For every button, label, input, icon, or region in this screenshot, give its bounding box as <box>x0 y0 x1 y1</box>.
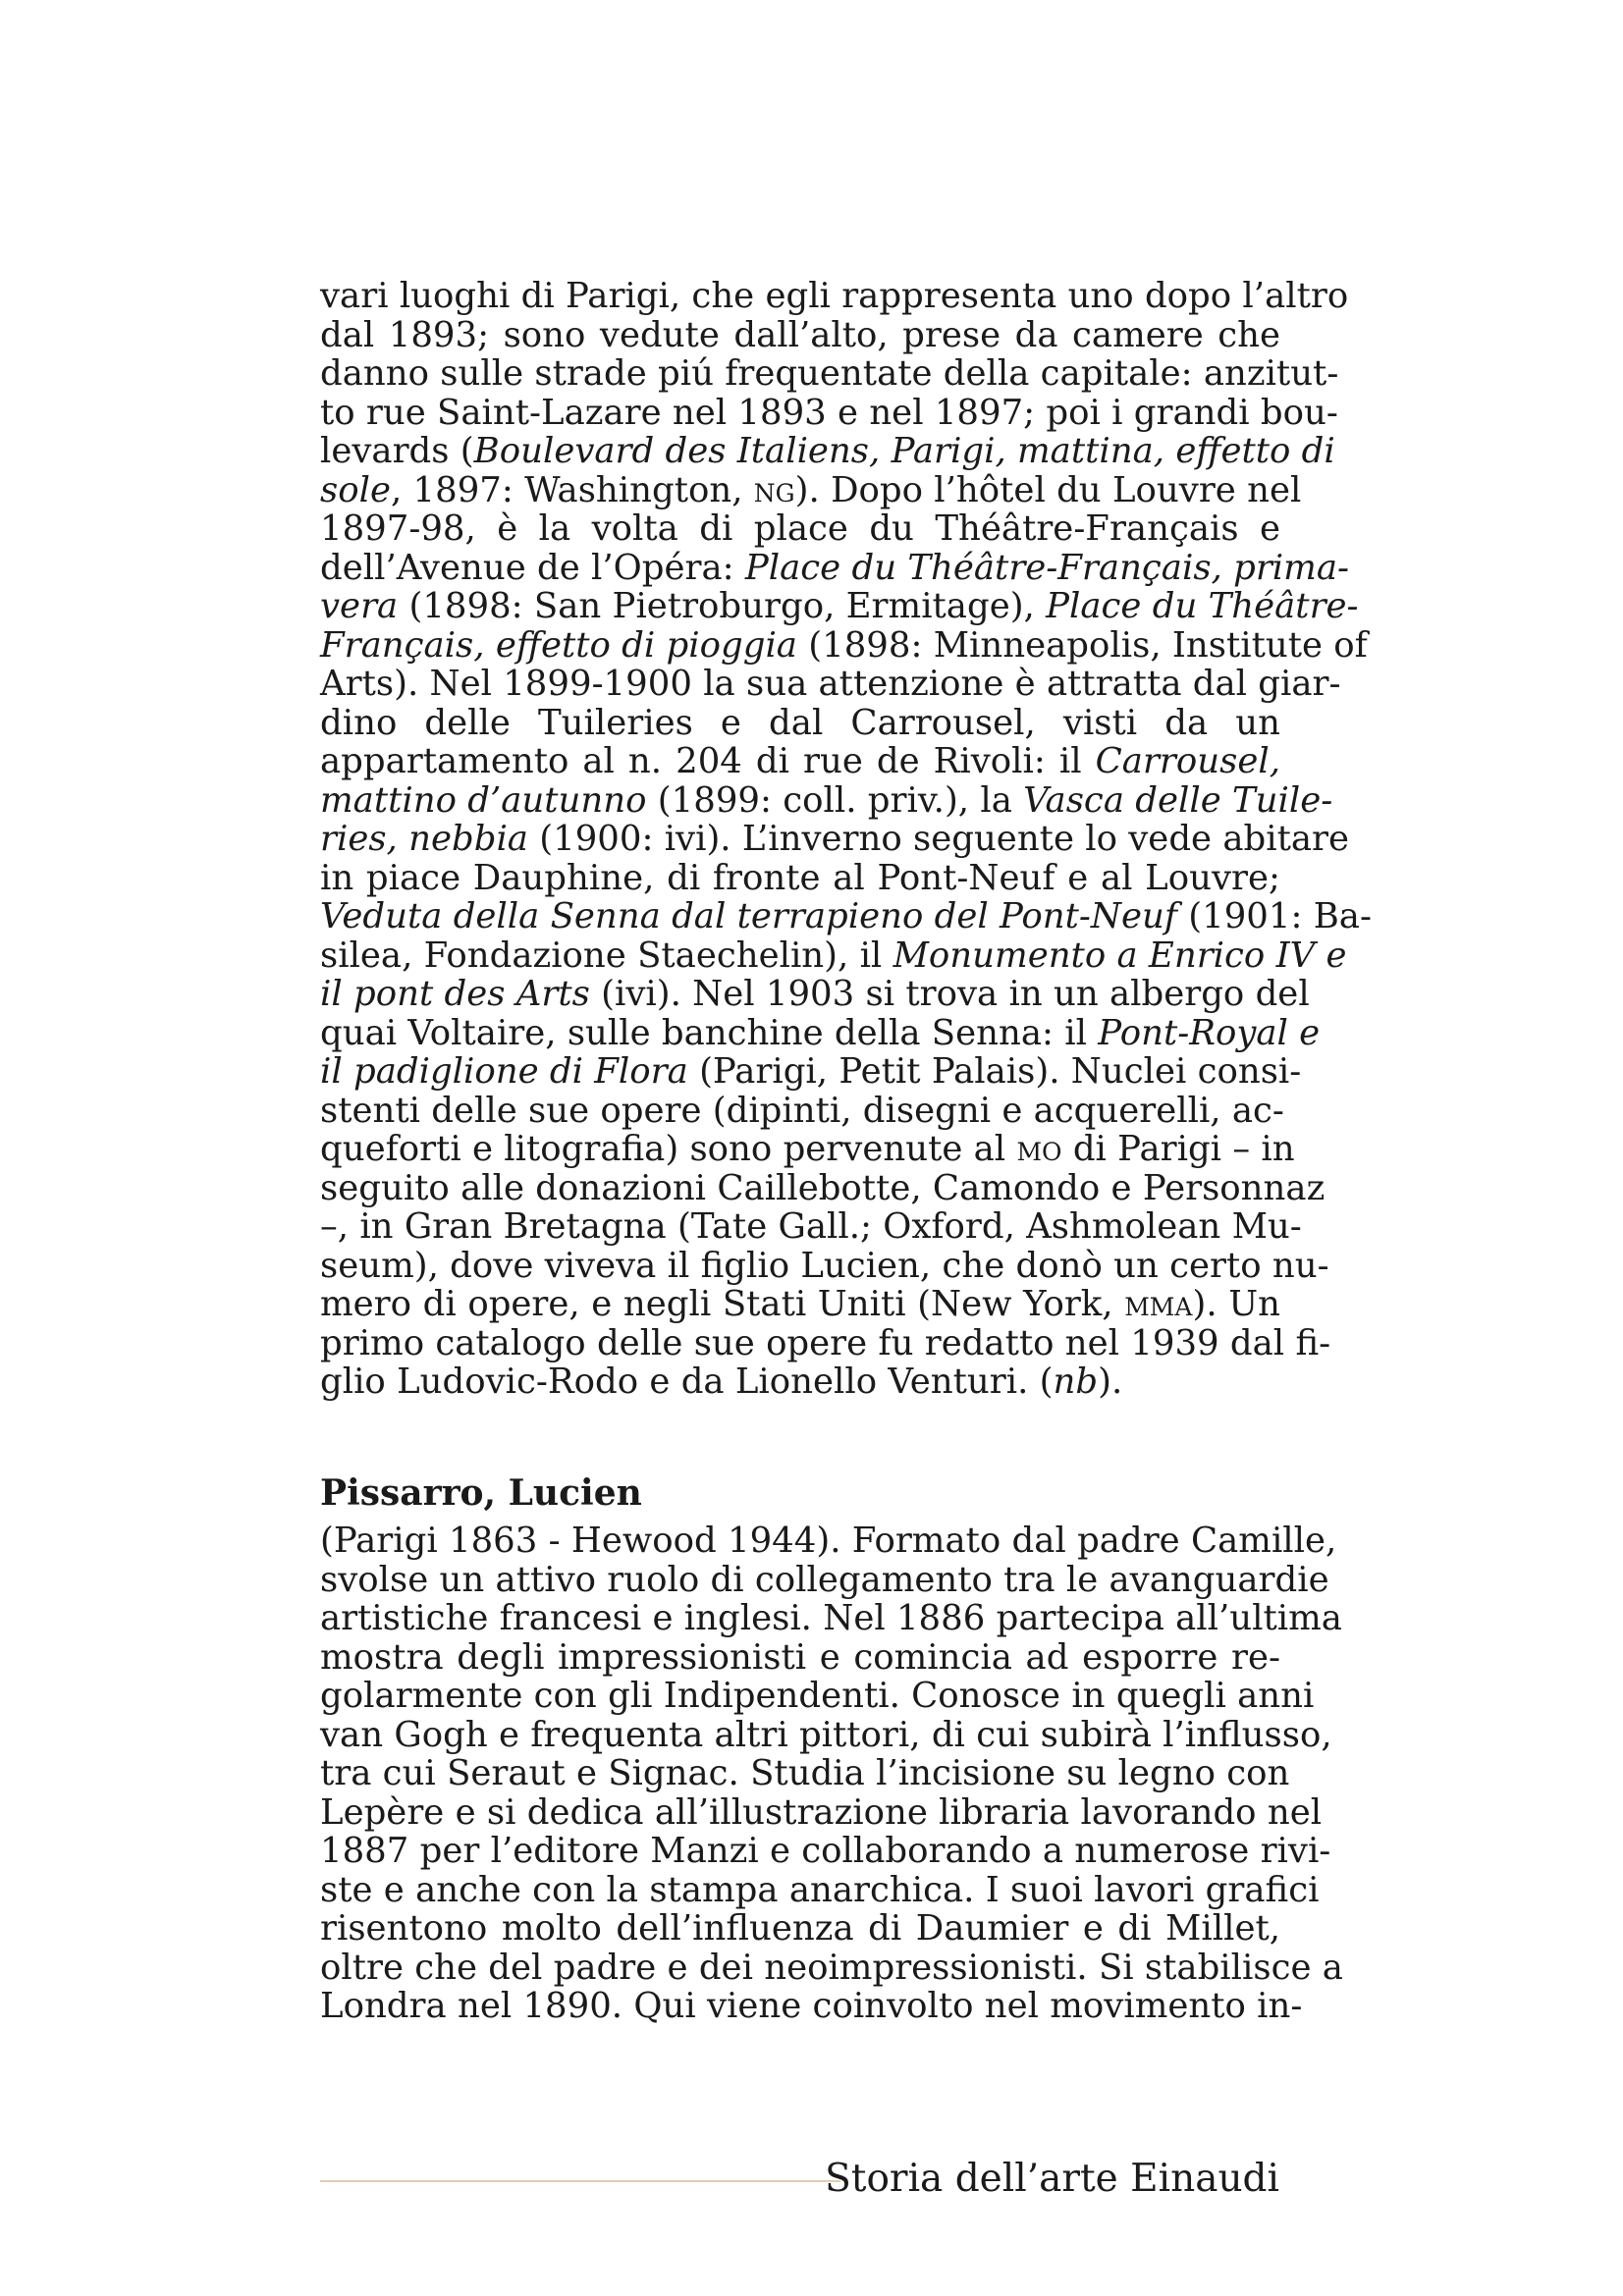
text-line <box>320 1285 1280 1324</box>
text-line <box>320 469 1302 510</box>
text-run: , 1897: Washington, <box>390 469 754 510</box>
text-line <box>320 704 1280 743</box>
italic-title: il pont des Arts <box>320 974 590 1014</box>
italic-title: vera <box>320 586 399 626</box>
text-line <box>320 1322 1331 1363</box>
italic-title: Carrousel, <box>1095 741 1280 781</box>
text-line <box>320 1791 1323 1833</box>
text-line <box>320 1676 1315 1716</box>
italic-title: Place du Théâtre-Français, prima- <box>744 547 1349 588</box>
paragraph-continuation <box>320 276 1372 1402</box>
text-run: tra cui Seraut e Signac. Studia l’incisione su legno con <box>320 1753 1290 1793</box>
text-run: stenti delle sue opere (dipinti, disegni e acquerelli, ac- <box>320 1090 1284 1131</box>
text-line <box>320 547 1349 588</box>
text-line <box>320 1245 1329 1286</box>
text-line <box>320 1362 1280 1402</box>
text-line <box>320 316 1280 355</box>
text-run: levards ( <box>320 431 474 471</box>
italic-title: Vasca delle Tuile- <box>1023 779 1333 821</box>
text-line <box>320 779 1333 821</box>
text-run: (Parigi 1863 - Hewood 1944). Formato dal padre Camille, <box>320 1521 1337 1561</box>
text-run: 1887 per l’editore Manzi e collaborando a numerose rivi- <box>320 1831 1331 1871</box>
text-run: queforti e litografia) sono pervenute al <box>320 1129 1017 1169</box>
text-run: –, in Gran Bretagna (Tate Gall.; Oxford, Ashmolean Mu- <box>320 1206 1302 1247</box>
text-run: (ivi). Nel 1903 si trova in un albergo del <box>589 974 1310 1014</box>
text-run: seguito alle donazioni Caillebotte, Camondo e Personnaz <box>320 1167 1325 1208</box>
entry-heading: Pissarro, Lucien <box>320 1472 642 1514</box>
text-run: (1898: San Pietroburgo, Ermitage), <box>398 586 1047 626</box>
text-line <box>320 896 1372 936</box>
text-line <box>320 742 1280 781</box>
text-run: (Parigi, Petit Palais). Nuclei consi- <box>687 1051 1302 1092</box>
text-run: appartamento al n. 204 di rue de Rivoli: il <box>320 741 1096 781</box>
text-run: di Parigi – in <box>1061 1129 1295 1169</box>
text-run: glio Ludovic-Rodo e da Lionello Venturi. ( <box>320 1362 1054 1402</box>
text-run: in piace Dauphine, di fronte al Pont-Neuf e al Louvre; <box>320 857 1280 898</box>
entry-body <box>320 1521 1343 2026</box>
text-run: artistiche francesi e inglesi. Nel 1886 partecipa all’ultima <box>320 1598 1342 1638</box>
italic-title: Boulevard des Italiens, Parigi, mattina, effetto di <box>473 431 1335 471</box>
text-line <box>320 1167 1325 1208</box>
text-run: mostra degli impressionisti e comincia ad esporre re- <box>320 1636 1280 1678</box>
abbreviation: mo <box>1016 1129 1062 1169</box>
text-line <box>320 1012 1321 1053</box>
italic-title: Monumento a Enrico IV e <box>893 934 1347 976</box>
text-line <box>320 509 1280 549</box>
text-line <box>320 1831 1331 1871</box>
italic-title: il padiglione di Flora <box>320 1051 688 1092</box>
text-line <box>320 819 1349 859</box>
text-line <box>320 586 1359 626</box>
text-run: seum), dove viveva il figlio Lucien, che donò un certo nu- <box>320 1245 1329 1286</box>
text-run: Arts). Nel 1899-1900 la sua attenzione è attratta dal giar- <box>320 664 1341 704</box>
italic-title: nb <box>1053 1362 1099 1402</box>
italic-title: Veduta della Senna dal terrapieno del Pont-Neuf <box>320 896 1177 936</box>
italic-title: Place du Théâtre- <box>1046 586 1359 626</box>
text-line <box>320 624 1368 666</box>
text-run: Lepère e si dedica all’illustrazione libraria lavorando nel <box>320 1791 1323 1833</box>
abbreviation: mma <box>1124 1284 1193 1324</box>
text-run: mero di opere, e negli Stati Uniti (New York, <box>320 1284 1125 1324</box>
text-line <box>320 1206 1302 1247</box>
text-run: ). Un <box>1192 1284 1280 1324</box>
text-run: silea, Fondazione Staechelin), il <box>320 934 893 976</box>
text-line <box>320 276 1349 316</box>
text-line <box>320 1129 1295 1169</box>
text-run: (1901: Ba- <box>1177 896 1372 936</box>
text-line <box>320 974 1310 1014</box>
text-line <box>320 934 1347 976</box>
text-line <box>320 1559 1329 1600</box>
text-run: ). Dopo l’hôtel du Louvre nel <box>794 469 1302 510</box>
text-line <box>320 392 1338 433</box>
text-line <box>320 1909 1280 1949</box>
text-line <box>320 1714 1332 1755</box>
text-line <box>320 431 1335 471</box>
text-run: dino delle Tuileries e dal Carrousel, visti da un <box>320 702 1280 743</box>
text-run: danno sulle strade piú frequentate della capitale: anzitut- <box>320 353 1339 394</box>
text-run: svolse un attivo ruolo di collegamento tra le avanguardie <box>320 1559 1329 1600</box>
italic-title: sole <box>320 469 391 510</box>
text-run: ). <box>1098 1362 1123 1402</box>
text-run: (1900: ivi). L’inverno seguente lo vede abitare <box>527 819 1349 859</box>
text-line <box>320 1090 1284 1131</box>
text-line <box>320 353 1339 394</box>
text-run: vari luoghi di Parigi, che egli rappresenta uno dopo l’altro <box>320 276 1349 316</box>
text-run: Londra nel 1890. Qui viene coinvolto nel movimento in- <box>320 1986 1303 2026</box>
text-run: risentono molto dell’influenza di Daumier e di Millet, <box>320 1908 1280 1949</box>
italic-title: mattino d’autunno <box>320 779 647 821</box>
text-line <box>320 1521 1337 1561</box>
text-line <box>320 1598 1342 1638</box>
text-line <box>320 1869 1320 1910</box>
italic-title: Pont-Royal e <box>1098 1012 1321 1053</box>
text-run: van Gogh e frequenta altri pittori, di cui subirà l’influsso, <box>320 1714 1332 1755</box>
text-run: ste e anche con la stampa anarchica. I suoi lavori grafici <box>320 1869 1320 1910</box>
text-line <box>320 859 1280 898</box>
text-line <box>320 1753 1290 1793</box>
italic-title: ries, nebbia <box>320 819 528 859</box>
abbreviation: ng <box>753 469 795 510</box>
text-line <box>320 664 1341 704</box>
text-run: (1899: coll. priv.), la <box>646 779 1024 821</box>
text-run: dal 1893; sono vedute dall’alto, prese da camere che <box>320 314 1280 355</box>
text-line <box>320 1051 1302 1092</box>
footer-rule <box>320 2180 840 2182</box>
text-run: to rue Saint-Lazare nel 1893 e nel 1897; poi i grandi bou- <box>320 392 1338 433</box>
text-run: 1897-98, è la volta di place du Théâtre-Français e <box>320 508 1280 549</box>
text-run: primo catalogo delle sue opere fu redatto nel 1939 dal fi- <box>320 1322 1331 1363</box>
italic-title: Français, effetto di pioggia <box>320 624 797 666</box>
text-run: oltre che del padre e dei neoimpressionisti. Si stabilisce a <box>320 1947 1343 1988</box>
text-run: dell’Avenue de l’Opéra: <box>320 547 745 588</box>
text-line <box>320 1947 1343 1988</box>
text-line <box>320 1638 1280 1678</box>
text-line <box>320 1986 1303 2026</box>
footer-title: Storia dell’arte Einaudi <box>825 2157 1279 2201</box>
text-run: quai Voltaire, sulle banchine della Senna: il <box>320 1012 1099 1053</box>
text-run: (1898: Minneapolis, Institute of <box>796 624 1368 666</box>
text-run: golarmente con gli Indipendenti. Conosce in quegli anni <box>320 1676 1315 1716</box>
